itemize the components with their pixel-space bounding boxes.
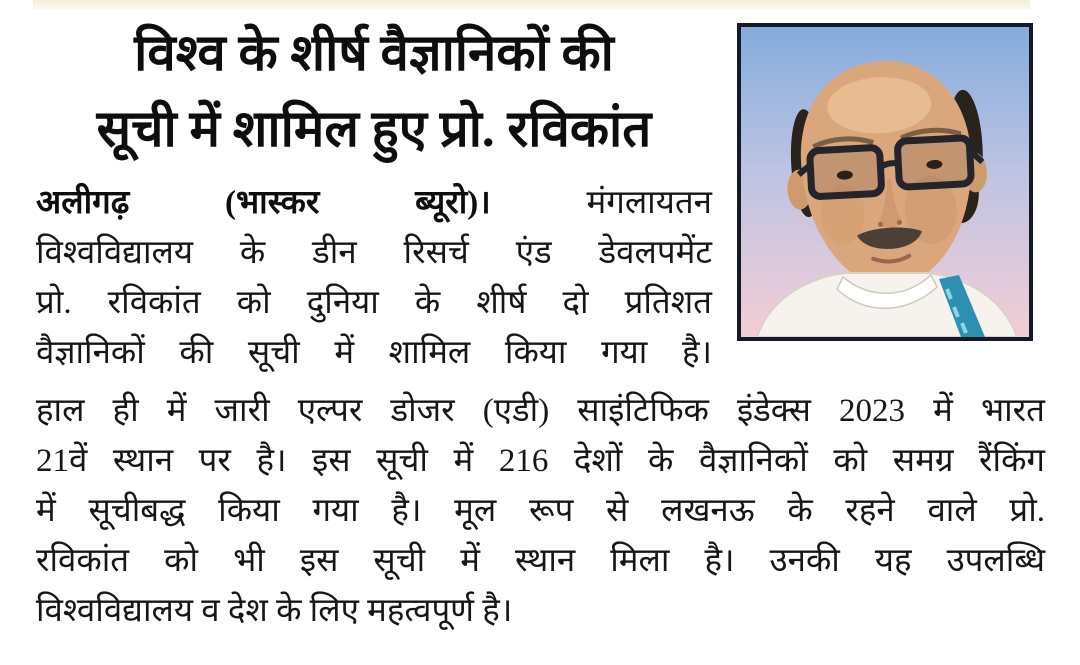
body-line-last: विश्वविद्यालय व देश के लिए महत्वपूर्ण है। bbox=[36, 593, 513, 629]
body-line: वैज्ञानिकों की सूची में शामिल किया गया है। bbox=[36, 335, 712, 371]
portrait-photo bbox=[737, 23, 1033, 341]
headline-line-1: विश्व के शीर्ष वैज्ञानिकों की bbox=[134, 26, 614, 82]
body-line: हाल ही में जारी एल्पर डोजर (एडी) साइंटिफिक इंडेक्स 2023 में भारत bbox=[36, 393, 1045, 429]
dateline: अलीगढ़ (भास्कर ब्यूरो)। bbox=[36, 185, 491, 221]
body-line: में सूचीबद्ध किया गया है। मूल रूप से लखनऊ के रहने वाले प्रो. bbox=[36, 493, 1045, 529]
body-line: प्रो. रविकांत को दुनिया के शीर्ष दो प्रतिशत bbox=[36, 285, 712, 321]
body-line: रविकांत को भी इस सूची में स्थान मिला है। उनकी यह उपलब्धि bbox=[36, 543, 1045, 579]
article-left-column bbox=[36, 16, 712, 378]
headline bbox=[36, 16, 712, 168]
body-line-dateline bbox=[36, 178, 712, 228]
headline-line-2: सूची में शामिल हुए प्रो. रविकांत bbox=[96, 102, 652, 158]
portrait-photo-illustration bbox=[741, 27, 1029, 337]
body-line: विश्वविद्यालय के डीन रिसर्च एंड डेवलपमेंट bbox=[36, 235, 712, 271]
body-line: 21वें स्थान पर है। इस सूची में 216 देशों के वैज्ञानिकों को समग्र रैंकिंग bbox=[36, 443, 1045, 479]
body-text: मंगलायतन bbox=[586, 185, 712, 221]
article-full-width bbox=[36, 386, 1045, 636]
top-edge-strip bbox=[33, 0, 1030, 9]
